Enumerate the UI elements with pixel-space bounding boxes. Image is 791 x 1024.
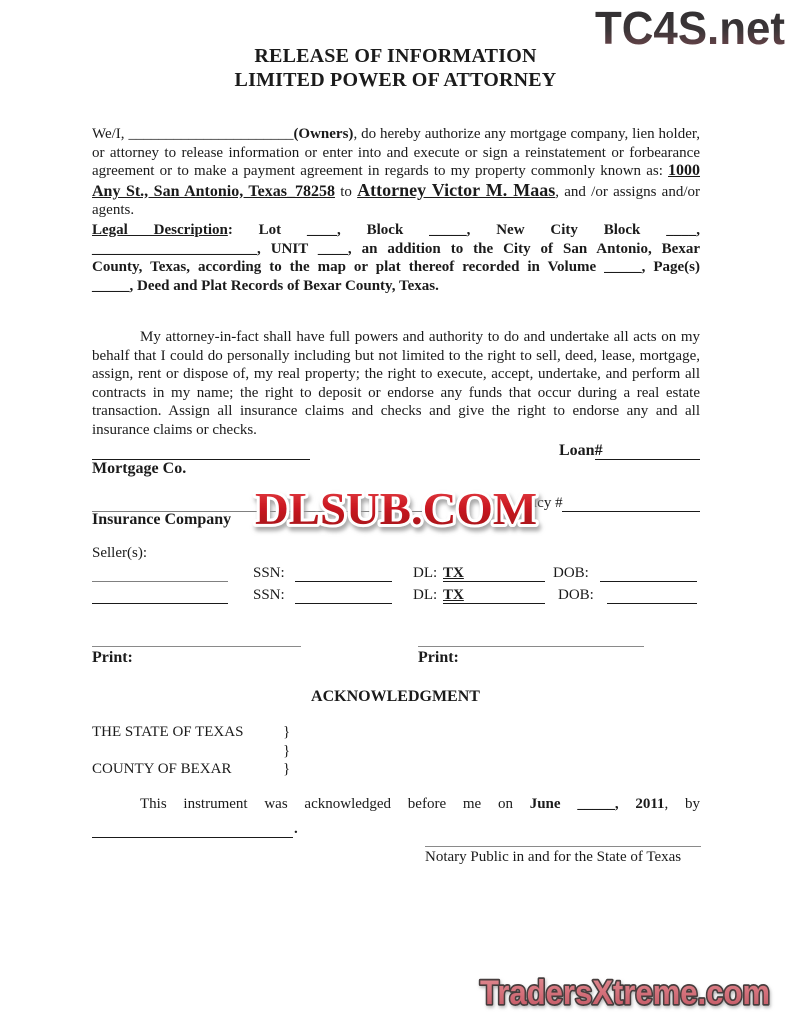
signature-column-1: [92, 630, 301, 667]
signer-name-row: [92, 818, 700, 838]
legal-description-paragraph: [92, 221, 700, 295]
ssn-label: SSN:: [253, 565, 285, 581]
seller-1-name-blank: [92, 569, 228, 582]
legal-line-3: County, Texas, according to the map or plat thereof recorded in Volume _____, Page(s): [92, 259, 700, 276]
seller-row-1: [92, 562, 700, 582]
title-line-1: RELEASE OF INFORMATION: [254, 45, 537, 67]
policy-number-blank: [562, 499, 700, 512]
seller-2-dob-blank: [607, 591, 697, 604]
venue-state-row: [92, 724, 412, 743]
notary-block: [425, 838, 701, 866]
dlsub-watermark-text: DLSUB.COM: [255, 483, 537, 534]
signature-1-line: [92, 630, 301, 647]
seller-row-2: [92, 584, 700, 604]
dl-state-value-2: TX: [443, 587, 464, 603]
owners-blank: ______________________: [128, 126, 294, 142]
property-address: 1000 Any St., San Antonio, Texas_78258: [92, 162, 700, 200]
dl-state-value: TX: [443, 565, 464, 581]
statement-lead: This instrument was acknowledged before me on: [140, 796, 530, 812]
owners-label: (Owners): [293, 126, 354, 142]
legal-line-1-rest: : Lot ____, Block _____, New City Block ____,: [227, 222, 700, 238]
venue-county-row: [92, 761, 412, 780]
brace-2: }: [283, 742, 291, 759]
title-line-2: LIMITED POWER OF ATTORNEY: [234, 69, 557, 91]
document-title: [0, 44, 791, 92]
statement-tail: , by: [664, 796, 701, 812]
legal-line-2: ______________________, UNIT ____, an addition to the City of San Antonio, Bexar: [92, 240, 700, 257]
venue-block: [92, 724, 412, 780]
acknowledgment-statement: [92, 795, 700, 814]
print-label-2: Print:: [418, 649, 459, 666]
signature-2-line: [418, 630, 644, 647]
venue-middle-row: [92, 743, 412, 762]
authorize-lead: We/I,: [92, 126, 129, 142]
seller-2-name-blank: [92, 591, 228, 604]
powers-paragraph: My attorney-in-fact shall have full powers and authority to do and undertake all acts on my behalf that I could do personally including but not limited to the right to sell, deed, lease, mortgage, assign, rent or dispose of, my real property; the right to execute, accept, undertake, and perform all contracts in my name; the right to deposit or endorse any funds that occur during a real estate transaction. Assign all insurance claims and checks and give the right to endorse any and all insurance claims or checks.: [92, 329, 700, 438]
seller-2-ssn-blank: [295, 591, 392, 604]
brace-1: }: [283, 724, 291, 740]
signer-name-blank: [92, 825, 293, 838]
signature-column-2: [418, 630, 644, 667]
authorize-tail: , and /or assigns and/or agents.: [92, 183, 700, 219]
seller-1-dob-blank: [600, 569, 697, 582]
tradersxtreme-watermark-text: TradersXtreme.com: [480, 974, 770, 1012]
seller-1-ssn-blank: [295, 569, 392, 582]
attorney-name: Attorney Victor M. Maas: [357, 179, 556, 200]
insurance-policy-row: [92, 492, 700, 512]
tradersxtreme-watermark: [475, 968, 777, 1023]
seller-1-dl-blank: [443, 565, 545, 582]
mortgage-co-blank: [92, 447, 310, 460]
seller-2-dl-blank: [443, 587, 545, 604]
legal-line-1: [92, 221, 700, 240]
state-of-texas-label: THE STATE OF TEXAS: [92, 724, 244, 740]
notary-signature-line: [425, 838, 701, 847]
dl-label-2: DL:: [413, 587, 438, 603]
mortgage-co-label: Mortgage Co.: [92, 460, 187, 477]
legal-line-4: _____, Deed and Plat Records of Bexar County, Texas.: [92, 277, 439, 294]
acknowledgment-heading: ACKNOWLEDGMENT: [311, 688, 480, 705]
county-of-bexar-label: COUNTY OF BEXAR: [92, 761, 232, 777]
statement-date: June _____, 2011: [529, 796, 665, 812]
authorize-body: , do hereby authorize any mortgage company, lien holder, or attorney to release information or enter into and execute or sign a reinstatement or forbearance agreement or to make a payment agreement in regards to my property commonly known as:: [92, 126, 701, 180]
dob-label: DOB:: [553, 565, 589, 581]
sellers-label: Seller(s):: [92, 545, 147, 561]
signer-period: .: [294, 821, 298, 837]
tc4s-watermark-text: TC4S.net: [595, 2, 785, 54]
dl-label: DL:: [413, 565, 438, 581]
notary-caption: Notary Public in and for the State of Texas: [425, 849, 682, 865]
brace-3: }: [283, 761, 291, 777]
ssn-label-2: SSN:: [253, 587, 285, 603]
loan-number-label: Loan#: [559, 442, 603, 459]
print-label-1: Print:: [92, 649, 133, 666]
authorize-to: to: [334, 183, 358, 200]
policy-number-label: icy #: [533, 495, 563, 511]
loan-number-blank: [595, 447, 700, 460]
legal-description-label: Legal Description: [92, 222, 228, 238]
authorization-paragraph: [92, 125, 700, 220]
insurance-company-label: Insurance Company: [92, 511, 232, 528]
mortgage-loan-row: [92, 440, 700, 460]
dob-label-2: DOB:: [558, 587, 594, 603]
